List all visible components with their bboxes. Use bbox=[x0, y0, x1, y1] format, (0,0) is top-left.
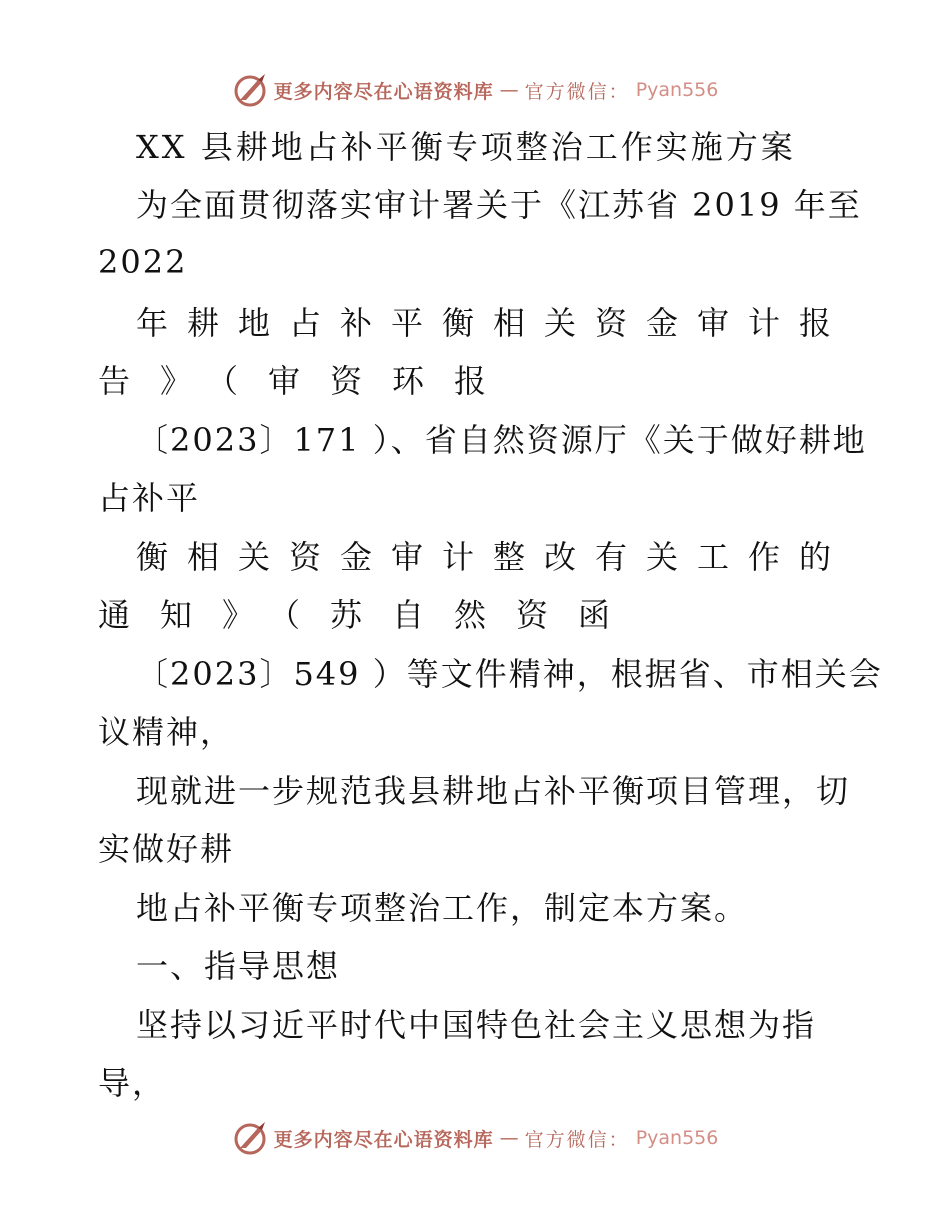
watermark-separator: — bbox=[499, 1127, 519, 1149]
watermark-wechat-label: 官方微信： bbox=[524, 1128, 630, 1151]
watermark-wechat-id: Pyan556 bbox=[635, 79, 719, 101]
paragraph-line: 为全面贯彻落实审计署关于《江苏省 2019 年至 bbox=[136, 186, 862, 224]
paragraph-line: 占补平 bbox=[98, 479, 201, 517]
watermark-brand: 更多内容尽在心语资料库 bbox=[273, 80, 494, 103]
paragraph-line: 地占补平衡专项整治工作，制定本方案。 bbox=[136, 889, 749, 927]
watermark-banner-bottom bbox=[0, 1118, 950, 1158]
document-title: XX 县耕地占补平衡专项整治工作实施方案 bbox=[136, 128, 796, 166]
paragraph-line: 坚持以习近平时代中国特色社会主义思想为指 bbox=[136, 1006, 817, 1044]
paragraph-line: 现就进一步规范我县耕地占补平衡项目管理，切 bbox=[136, 772, 851, 810]
watermark-wechat-id: Pyan556 bbox=[635, 1127, 719, 1149]
paragraph-line: 导， bbox=[98, 1064, 167, 1102]
paragraph-line: 年耕地占补平衡相关资金审计报 bbox=[136, 304, 851, 342]
paragraph-line: 议精神， bbox=[98, 713, 235, 751]
section-heading: 一、指导思想 bbox=[136, 947, 341, 985]
watermark-wechat-label: 官方微信： bbox=[524, 80, 630, 103]
quill-logo-icon bbox=[232, 1120, 268, 1156]
watermark-banner-top bbox=[0, 70, 950, 110]
paragraph-line: 通知》（苏自然资函 bbox=[98, 596, 641, 634]
paragraph-line: 2022 bbox=[98, 243, 188, 281]
paragraph-line: 实做好耕 bbox=[98, 830, 235, 868]
paragraph-line: 〔2023〕549 ）等文件精神，根据省、市相关会 bbox=[136, 655, 883, 693]
paragraph-line: 〔2023〕171 ）、省自然资源厅《关于做好耕地 bbox=[136, 421, 867, 459]
quill-logo-icon bbox=[232, 72, 268, 108]
paragraph-line: 衡相关资金审计整改有关工作的 bbox=[136, 538, 851, 576]
paragraph-line: 告》（审资环报 bbox=[98, 362, 517, 400]
watermark-brand: 更多内容尽在心语资料库 bbox=[273, 1128, 494, 1151]
watermark-separator: — bbox=[499, 79, 519, 101]
